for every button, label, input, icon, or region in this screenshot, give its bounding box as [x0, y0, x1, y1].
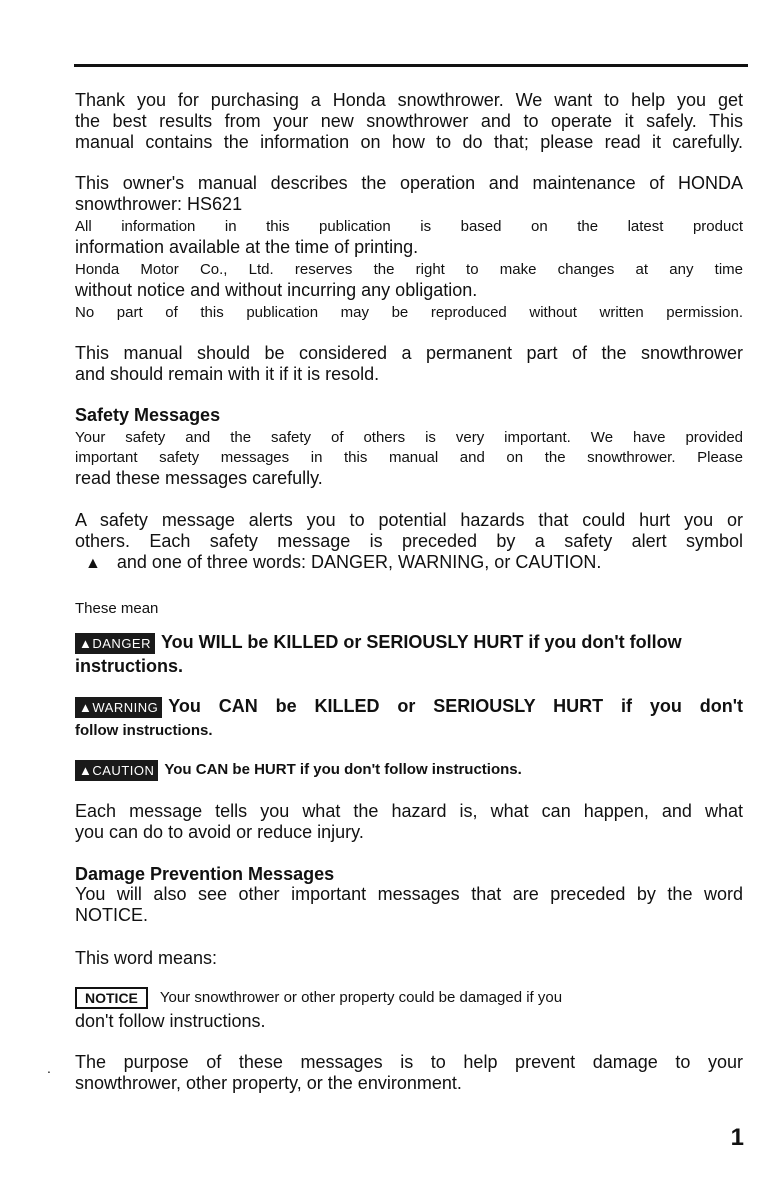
about-line-3: All information in this publication is based on the latest product: [75, 218, 743, 235]
permanent-line-1: This manual should be considered a permanent part of the snowthrower: [75, 343, 743, 363]
damage-line-1: You will also see other important messages that are preceded by the word: [75, 884, 743, 904]
safety-heading: Safety Messages: [75, 405, 221, 425]
safety-line-3: read these messages carefully.: [75, 468, 323, 488]
damage-heading: Damage Prevention Messages: [75, 864, 335, 884]
warning-badge: ▲WARNING: [75, 697, 162, 718]
about-line-7: No part of this publication may be reproduced without written permission.: [75, 304, 743, 321]
alert-line-3: and one of three words: DANGER, WARNING, or CAUTION.: [116, 552, 602, 572]
margin-dot: .: [47, 1060, 51, 1076]
notice-text-1: Your snowthrower or other property could be damaged if you: [159, 989, 563, 1006]
safety-line-2: important safety messages in this manual and on the snowthrower. Please: [75, 449, 743, 466]
intro-line-2: the best results from your new snowthrower and to operate it safely. This: [75, 111, 743, 131]
danger-badge: ▲DANGER: [75, 633, 155, 654]
top-rule: [74, 64, 748, 67]
word-means: This word means:: [75, 948, 218, 968]
about-line-1: This owner's manual describes the operation and maintenance of HONDA: [75, 173, 743, 193]
notice-text-2: don't follow instructions.: [75, 1011, 266, 1031]
alert-line-2: others. Each safety message is preceded by a safety alert symbol: [75, 531, 743, 551]
purpose-line-2: snowthrower, other property, or the environment.: [75, 1073, 462, 1093]
caution-text: You CAN be HURT if you don't follow instructions.: [164, 761, 522, 778]
about-line-5: Honda Motor Co., Ltd. reserves the right to make changes at any time: [75, 261, 743, 278]
page-number: 1: [730, 1124, 744, 1151]
damage-line-2: NOTICE.: [75, 905, 149, 925]
about-line-4: information available at the time of printing.: [75, 237, 419, 257]
warning-text-2: follow instructions.: [75, 722, 213, 739]
each-line-1: Each message tells you what the hazard is, what can happen, and what: [75, 801, 743, 821]
purpose-line-1: The purpose of these messages is to help prevent damage to your: [75, 1052, 743, 1072]
danger-row: [75, 632, 743, 654]
caution-badge: ▲CAUTION: [75, 760, 158, 781]
safety-alert-icon: ▲: [85, 555, 101, 572]
intro-line-3: manual contains the information on how to do that; please read it carefully.: [75, 132, 743, 152]
alert-line-3-row: [75, 552, 743, 574]
danger-text-2: instructions.: [75, 656, 184, 676]
caution-row: [75, 759, 743, 781]
safety-line-1: Your safety and the safety of others is very important. We have provided: [75, 429, 743, 446]
intro-line-1: Thank you for purchasing a Honda snowthrower. We want to help you get: [75, 90, 743, 110]
each-line-2: you can do to avoid or reduce injury.: [75, 822, 364, 842]
notice-row: [75, 987, 743, 1009]
about-line-2: snowthrower: HS621: [75, 194, 243, 214]
these-mean: These mean: [75, 600, 159, 617]
warning-text-1: You CAN be KILLED or SERIOUSLY HURT if you don't: [168, 696, 743, 716]
permanent-line-2: and should remain with it if it is resold.: [75, 364, 380, 384]
danger-text-1: You WILL be KILLED or SERIOUSLY HURT if you don't follow: [161, 632, 682, 652]
notice-badge: NOTICE: [75, 987, 148, 1009]
warning-row: [75, 696, 743, 718]
alert-line-1: A safety message alerts you to potential hazards that could hurt you or: [75, 510, 743, 530]
about-line-6: without notice and without incurring any obligation.: [75, 280, 478, 300]
